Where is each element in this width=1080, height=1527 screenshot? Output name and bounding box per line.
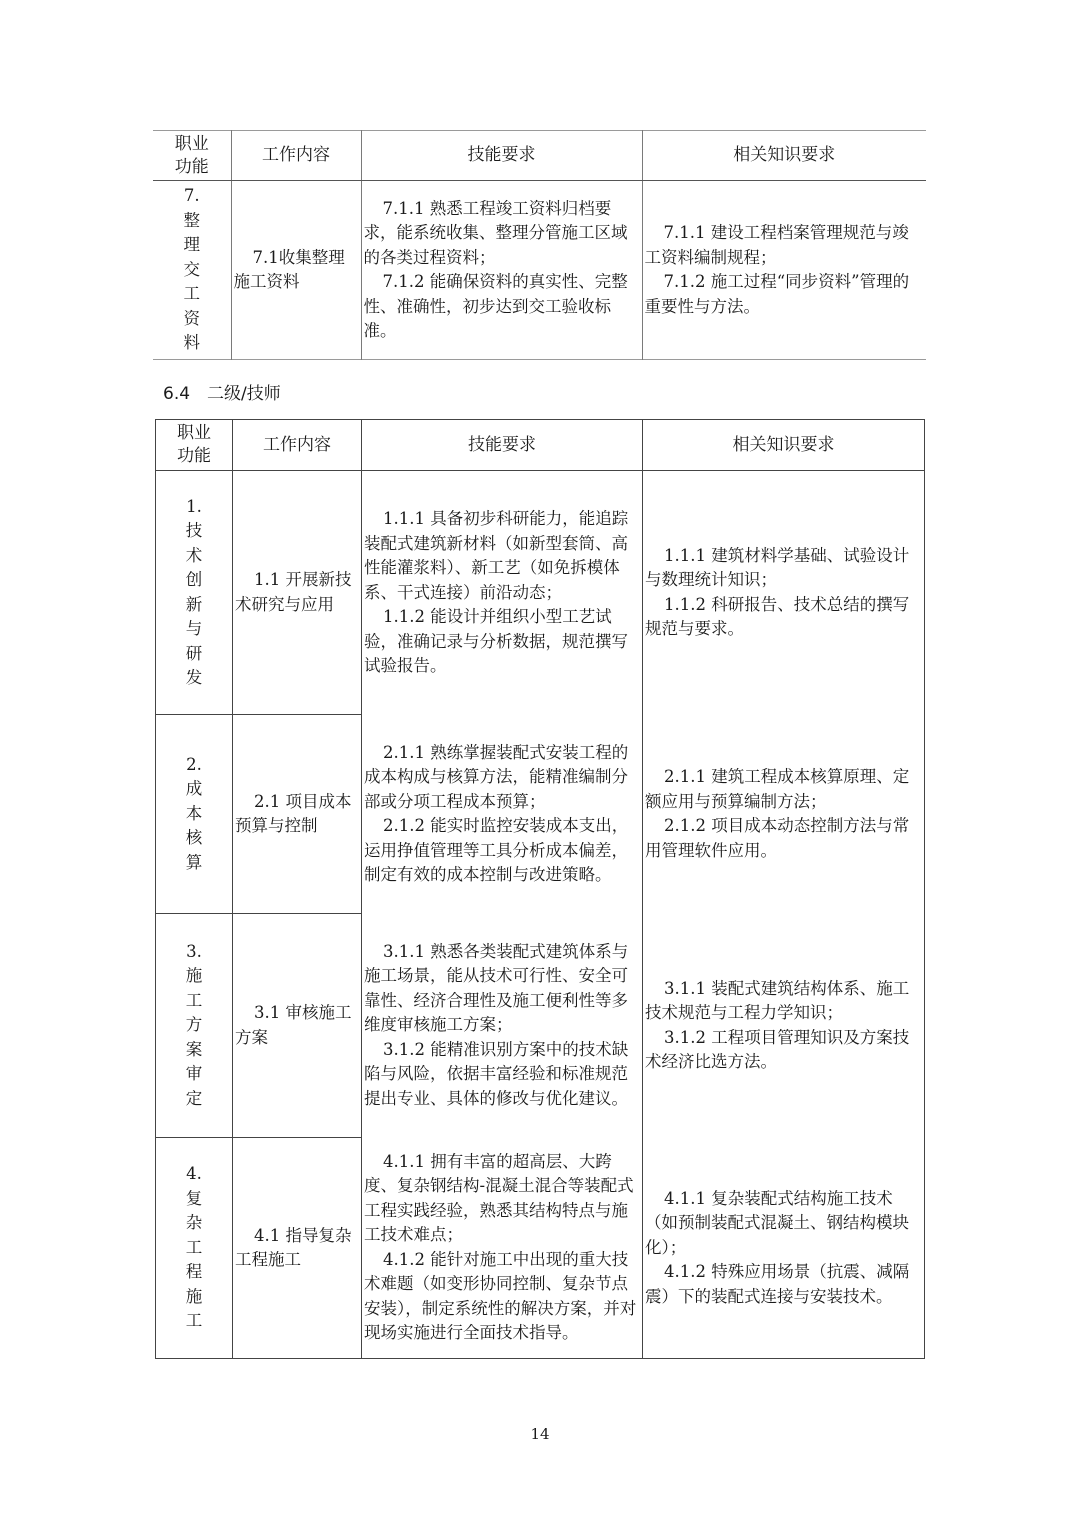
func-cell: 2. 成 本 核 算 — [156, 715, 233, 914]
knowledge-cell: 3.1.1 装配式建筑结构体系、施工技术规范与工程力学知识； 3.1.2 工程项目管理知识及方案技术经济比选方法。 — [643, 914, 925, 1138]
table-row — [156, 1138, 925, 1359]
func-cell: 7. 整 理 交 工 资 料 — [183, 186, 200, 353]
header-func: 职业功能 — [153, 131, 231, 181]
knowledge-cell: 4.1.1 复杂装配式结构施工技术（如预制装配式混凝土、钢结构模块化）； 4.1.2 特殊应用场景（抗震、减隔震）下的装配式连接与安装技术。 — [643, 1138, 925, 1359]
page-number: 14 — [530, 1425, 550, 1443]
skill-cell: 7.1.1 熟悉工程竣工资料归档要求，能系统收集、整理分管施工区域的各类过程资料； 7.1.2 能确保资料的真实性、完整性、准确性，初步达到交工验收标准。 — [361, 181, 642, 360]
table-header-row — [153, 131, 926, 181]
func-cell: 1. 技 术 创 新 与 研 发 — [156, 471, 233, 715]
table-row — [156, 471, 925, 715]
header-work: 工作内容 — [231, 131, 361, 181]
header-knowledge: 相关知识要求 — [642, 131, 926, 181]
work-content-cell: 3.1 审核施工方案 — [233, 914, 362, 1138]
table-row — [153, 181, 926, 360]
func-cell: 3. 施 工 方 案 审 定 — [156, 914, 233, 1138]
table-header-row — [156, 420, 925, 471]
section-title: 6.4 二级/技师 — [163, 384, 281, 404]
skill-cell: 2.1.1 熟练掌握装配式安装工程的成本构成与核算方法，能精准编制分部或分项工程成本预算； 2.1.2 能实时监控安装成本支出，运用挣值管理等工具分析成本偏差，制定有效的成本控制与改进策略。 — [362, 715, 643, 914]
knowledge-cell: 7.1.1 建设工程档案管理规范与竣工资料编制规程； 7.1.2 施工过程“同步资料”管理的重要性与方法。 — [642, 181, 926, 360]
func-cell: 4. 复 杂 工 程 施 工 — [156, 1138, 233, 1359]
skill-cell: 3.1.1 熟悉各类装配式建筑体系与施工场景，能从技术可行性、安全可靠性、经济合理性及施工便利性等多维度审核施工方案； 3.1.2 能精准识别方案中的技术缺陷与风险，依据丰富经验和标准规范提出专业、具体的修改与优化建议。 — [362, 914, 643, 1138]
header-skill: 技能要求 — [361, 131, 642, 181]
knowledge-cell: 2.1.1 建筑工程成本核算原理、定额应用与预算编制方法； 2.1.2 项目成本动态控制方法与常用管理软件应用。 — [643, 715, 925, 914]
work-content-cell: 7.1收集整理施工资料 — [231, 181, 361, 360]
work-content-cell: 4.1 指导复杂工程施工 — [233, 1138, 362, 1359]
work-content-cell: 1.1 开展新技术研究与应用 — [233, 471, 362, 715]
header-skill: 技能要求 — [362, 420, 643, 471]
work-content-cell: 2.1 项目成本预算与控制 — [233, 715, 362, 914]
table-level2 — [155, 419, 925, 1359]
table-row — [156, 715, 925, 914]
header-knowledge: 相关知识要求 — [643, 420, 925, 471]
skill-cell: 4.1.1 拥有丰富的超高层、大跨度、复杂钢结构-混凝土混合等装配式工程实践经验，熟悉其结构特点与施工技术难点； 4.1.2 能针对施工中出现的重大技术难题（如变形协同控制、复杂节点安装），制定系统性的解决方案，并对现场实施进行全面技术指导。 — [362, 1138, 643, 1359]
header-func: 职业功能 — [156, 420, 233, 471]
knowledge-cell: 1.1.1 建筑材料学基础、试验设计与数理统计知识； 1.1.2 科研报告、技术总结的撰写规范与要求。 — [643, 471, 925, 715]
table-continued — [153, 130, 926, 360]
skill-cell: 1.1.1 具备初步科研能力，能追踪装配式建筑新材料（如新型套筒、高性能灌浆料）、新工艺（如免拆模体系、干式连接）前沿动态； 1.1.2 能设计并组织小型工艺试验，准确记录与分析数据，规范撰写试验报告。 — [362, 471, 643, 715]
header-work: 工作内容 — [233, 420, 362, 471]
table-row — [156, 914, 925, 1138]
